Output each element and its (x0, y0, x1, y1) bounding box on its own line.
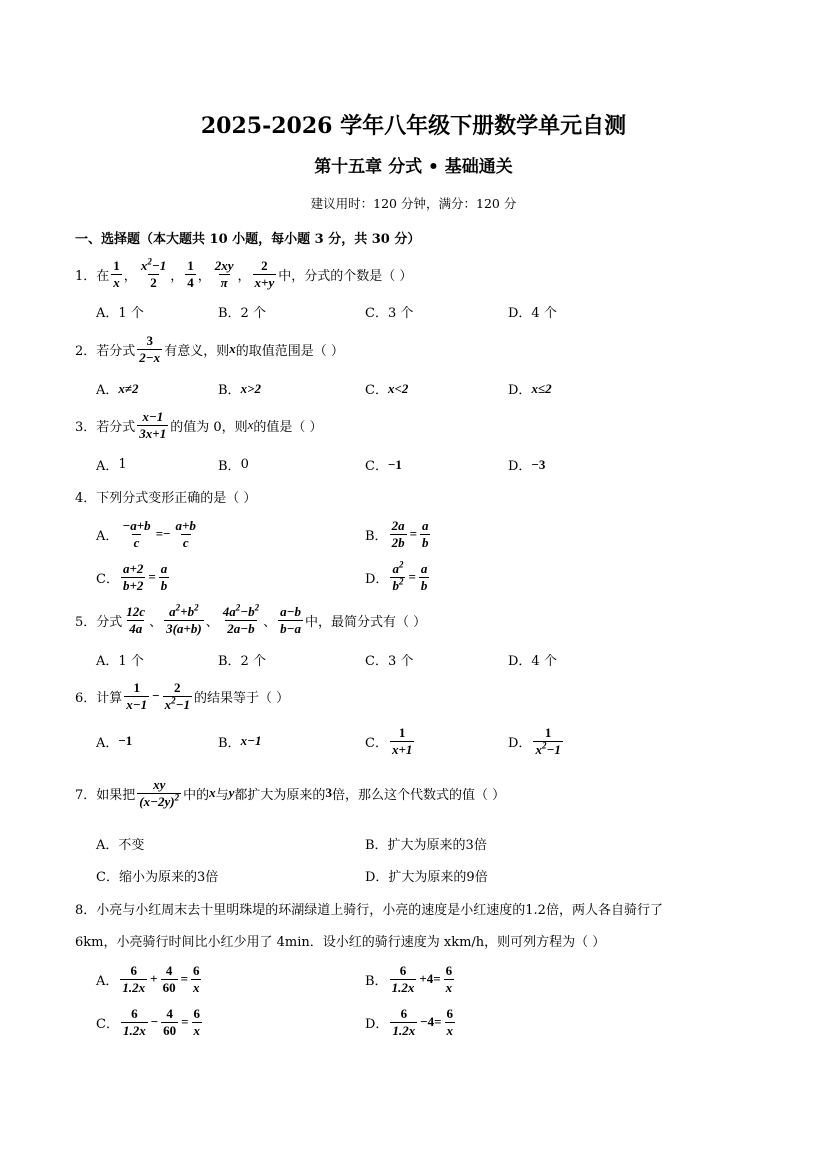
section-heading: 一、选择题（本大题共 10 小题，每小题 3 分，共 30 分） (75, 232, 421, 247)
q4-option-d[interactable]: D． $\frac{a^2}{b^2}$ = $\frac{a}{b}$ (365, 559, 428, 593)
q7-option-d[interactable]: D．扩大为原来的9倍 (365, 870, 488, 885)
question-number: 6． (75, 690, 97, 706)
q8-option-c[interactable]: C． $\frac{6}{1.2x}$ − $\frac{4}{60}$ = $\frac{6}{x}$ (96, 1005, 201, 1038)
time-score-note: 建议用时：120 分钟，满分：120 分 (310, 196, 517, 211)
question-3: 3． 若分式 $\frac{x-1}{3x+1}$ 的值为 0，则 x 的值是（ ） (75, 408, 323, 441)
q8-option-d[interactable]: D． $\frac{6}{1.2x}$ −4= $\frac{6}{x}$ (365, 1005, 454, 1038)
fraction: $\frac{3}{2-x}$ (139, 332, 161, 365)
q7-option-b[interactable]: B．扩大为原来的3倍 (365, 838, 487, 853)
q5-option-c[interactable]: C．3 个 (365, 654, 414, 669)
fraction: $\frac{x-1}{3x+1}$ (139, 408, 167, 441)
fraction: $\frac{2}{x+y}$ (254, 257, 275, 290)
q2-option-a[interactable]: A． x≠2 (96, 380, 139, 398)
q5-option-d[interactable]: D．4 个 (508, 654, 557, 669)
q3-option-d[interactable]: D． −3 (508, 456, 546, 474)
q3-option-b[interactable]: B． 0 (218, 457, 249, 474)
q3-option-c[interactable]: C． −1 (365, 456, 402, 474)
question-5: 5． 分式 $\frac{12c}{4a}$ 、 $\frac{a^2+b^2}{3(a+b)}$ 、 $\frac{4a^2-b^2}{2a-b}$ 、 $\frac{a-b}{b-a}$ 中，最简分式有（ ） (75, 602, 427, 636)
q2-option-d[interactable]: D． x≤2 (508, 380, 552, 398)
question-7: 7． 如果把 $\frac{xy}{(x-2y)^2}$ 中的 x 与 y 都扩大为原来的 3 倍，那么这个代数式的值（ ） (75, 776, 506, 809)
q1-option-d[interactable]: D．4 个 (508, 306, 557, 321)
page-title: 2025-2026 学年八年级下册数学单元自测 (200, 113, 627, 139)
fraction: $\frac{1}{x}$ (113, 257, 120, 290)
q6-option-d[interactable]: D． $\frac{1}{x^2-1}$ (508, 724, 561, 757)
q1-option-b[interactable]: B．2 个 (218, 306, 266, 321)
q1-option-c[interactable]: C．3 个 (365, 306, 414, 321)
question-4: 4． 下列分式变形正确的是（ ） (75, 487, 256, 506)
q1-option-a[interactable]: A．1 个 (96, 306, 144, 321)
q5-option-a[interactable]: A．1 个 (96, 654, 144, 669)
q7-option-a[interactable]: A．不变 (96, 838, 145, 853)
q3-option-a[interactable]: A． 1 (96, 457, 127, 474)
question-number: 8． (75, 903, 97, 918)
question-6: 6． 计算 $\frac{1}{x-1}$ − $\frac{2}{x^2-1}$ 的结果等于（ ） (75, 679, 290, 712)
q4-option-c[interactable]: C． $\frac{a+2}{b+2}$ = $\frac{a}{b}$ (96, 560, 168, 593)
q2-option-c[interactable]: C． x<2 (365, 380, 409, 398)
question-number: 2． (75, 343, 97, 359)
question-number: 4． (75, 491, 97, 506)
question-2: 2． 若分式 $\frac{3}{2-x}$ 有意义，则 x 的取值范围是（ ） (75, 332, 344, 365)
q4-option-a[interactable]: A． $\frac{-a+b}{c}$ =− $\frac{a+b}{c}$ (96, 517, 196, 550)
q8-option-a[interactable]: A． $\frac{6}{1.2x}$ + $\frac{4}{60}$ = $\frac{6}{x}$ (96, 962, 200, 995)
question-8: 8． 小亮与小红周末去十里明珠堤的环湖绿道上骑行，小亮的速度是小红速度的1.2倍，两人各自骑行了 (75, 899, 663, 918)
q6-option-a[interactable]: A． −1 (96, 733, 133, 751)
question-text: 在 (96, 268, 110, 284)
q6-option-c[interactable]: C． $\frac{1}{x+1}$ (365, 724, 413, 757)
question-8-line-2: 6km，小亮骑行时间比小红少用了 4min．设小红的骑行速度为 xkm/h，则可列方程为（ ） (75, 935, 606, 950)
q2-option-b[interactable]: B． x>2 (218, 380, 261, 398)
question-number: 3． (75, 419, 97, 435)
q4-option-b[interactable]: B． $\frac{2a}{2b}$ = $\frac{a}{b}$ (365, 517, 429, 550)
fraction: $\frac{1}{4}$ (187, 257, 194, 290)
q6-option-b[interactable]: B． x−1 (218, 733, 262, 751)
question-number: 5． (75, 614, 97, 630)
question-number: 7． (75, 787, 97, 803)
fraction: $\frac{x^2-1}{2}$ (140, 256, 167, 290)
fraction: $\frac{2xy}{\pi}$ (214, 257, 234, 290)
q7-option-c[interactable]: C．缩小为原来的3倍 (96, 870, 219, 885)
chapter-subtitle: 第十五章 分式 • 基础通关 (314, 157, 513, 177)
q8-option-b[interactable]: B． $\frac{6}{1.2x}$ +4= $\frac{6}{x}$ (365, 962, 453, 995)
q5-option-b[interactable]: B．2 个 (218, 654, 266, 669)
question-1: 1． 在 $\frac{1}{x}$ ， $\frac{x^2-1}{2}$ ， $\frac{1}{4}$ ， $\frac{2xy}{\pi}$ ， $\frac{2}{x+y}$ 中，分式的个数是（ ） (75, 256, 413, 290)
question-number: 1． (75, 268, 97, 284)
